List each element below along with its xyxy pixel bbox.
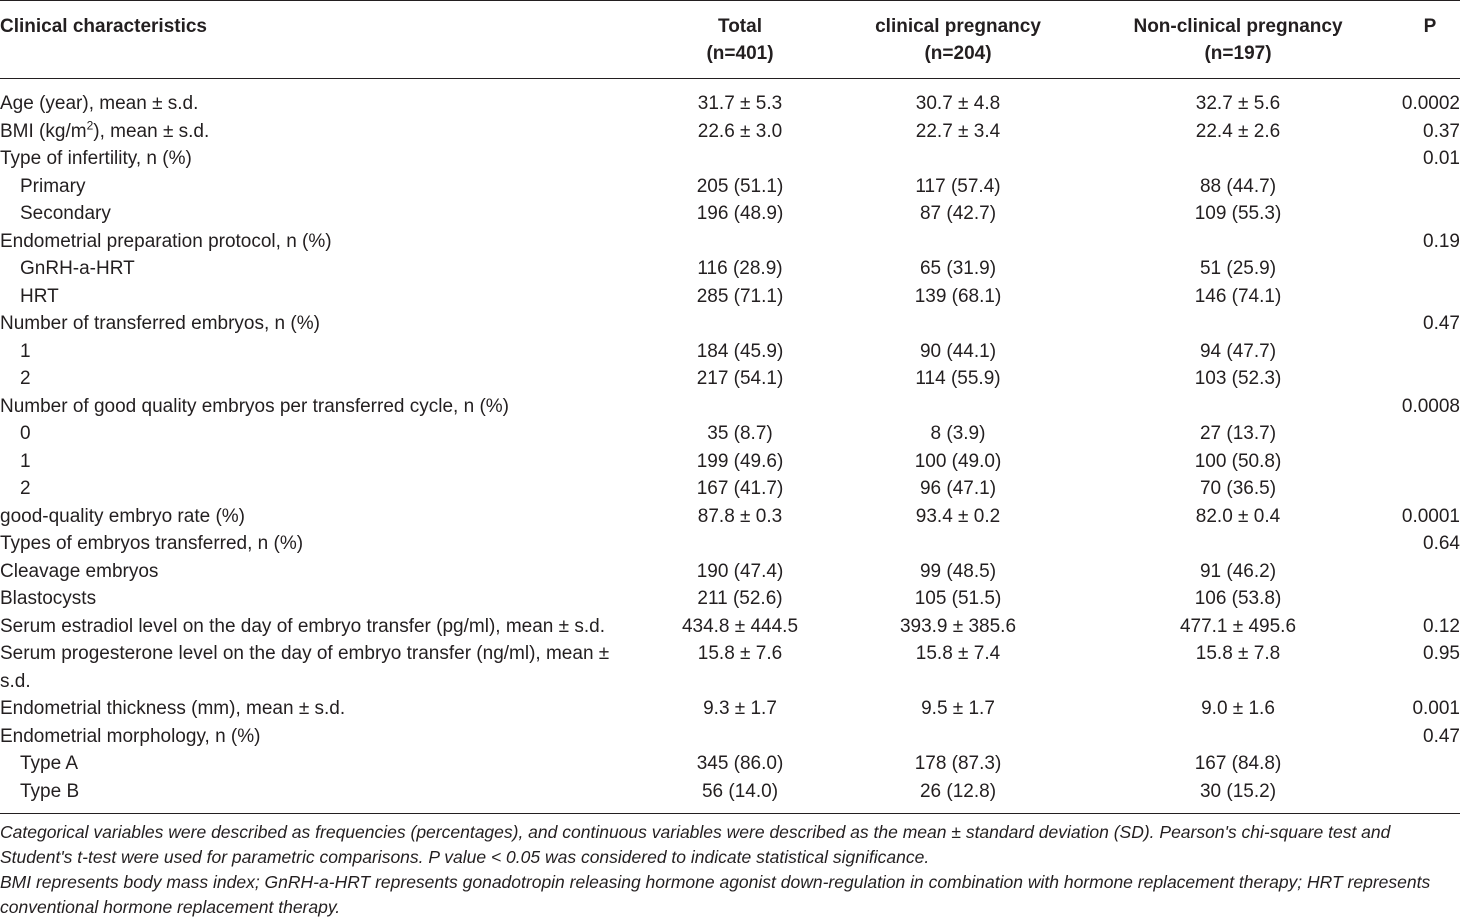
non-clinical-pregnancy-value: 9.0 ± 1.6 bbox=[1201, 698, 1275, 719]
table-row bbox=[0, 310, 1460, 338]
header-divider-rule bbox=[0, 78, 1460, 79]
row-label: Types of embryos transferred, n (%) bbox=[0, 533, 304, 554]
row-label: Endometrial thickness (mm), mean ± s.d. bbox=[0, 698, 346, 719]
clinical-pregnancy-value: 105 (51.5) bbox=[914, 588, 1002, 609]
header-clinical-pregnancy bbox=[858, 13, 1058, 67]
row-label: Secondary bbox=[20, 203, 111, 224]
clinical-pregnancy-value: 393.9 ± 385.6 bbox=[899, 615, 1017, 637]
row-label: Blastocysts bbox=[0, 588, 97, 609]
non-clinical-pregnancy-value: 91 (46.2) bbox=[1199, 560, 1277, 582]
p-value: 0.001 bbox=[1412, 698, 1460, 719]
table-row bbox=[0, 613, 1460, 641]
table-row bbox=[0, 530, 1460, 558]
header-total bbox=[665, 13, 815, 67]
row-label: Endometrial preparation protocol, n (%) bbox=[0, 230, 332, 252]
row-label: Cleavage embryos bbox=[0, 560, 159, 582]
non-clinical-pregnancy-value: 82.0 ± 0.4 bbox=[1195, 505, 1281, 527]
p-value: 0.64 bbox=[1423, 533, 1460, 554]
row-label: Primary bbox=[20, 175, 86, 197]
non-clinical-pregnancy-value: 22.4 ± 2.6 bbox=[1195, 120, 1281, 142]
row-label: Type A bbox=[20, 753, 79, 774]
p-value: 0.0002 bbox=[1401, 93, 1460, 114]
table-row bbox=[0, 558, 1460, 586]
non-clinical-pregnancy-value: 100 (50.8) bbox=[1194, 450, 1282, 472]
row-label: Number of good quality embryos per transferred cycle, n (%) bbox=[0, 395, 509, 417]
non-clinical-pregnancy-value: 146 (74.1) bbox=[1194, 285, 1282, 307]
row-label: 1 bbox=[20, 340, 31, 362]
table-row bbox=[0, 750, 1460, 778]
table-row bbox=[0, 475, 1460, 503]
non-clinical-pregnancy-value: 27 (13.7) bbox=[1199, 423, 1277, 444]
header-total-label: Total bbox=[718, 16, 762, 37]
row-label: 1 bbox=[20, 450, 31, 472]
clinical-pregnancy-value: 117 (57.4) bbox=[915, 175, 1001, 197]
row-label-text-end: ), mean ± s.d. bbox=[93, 120, 210, 142]
clinical-pregnancy-value: 30.7 ± 4.8 bbox=[915, 93, 1001, 114]
clinical-pregnancy-value: 114 (55.9) bbox=[915, 368, 1001, 389]
p-value: 0.37 bbox=[1423, 120, 1460, 142]
non-clinical-pregnancy-value: 88 (44.7) bbox=[1199, 175, 1277, 197]
table-row bbox=[0, 393, 1460, 421]
row-label-superscript: 2 bbox=[86, 118, 94, 133]
footnote-methods: Categorical variables were described as frequencies (percentages), and continuous variables were described as the mean ± standard deviation (SD). Pearson's chi-square test and Student's t-test were used for parametric comparisons. P value < 0.05 was considered to indicate statistical significance. bbox=[0, 822, 1391, 867]
table-row bbox=[0, 640, 1460, 695]
row-label bbox=[0, 118, 640, 146]
non-clinical-pregnancy-value: 477.1 ± 495.6 bbox=[1179, 615, 1297, 637]
clinical-pregnancy-value: 93.4 ± 0.2 bbox=[915, 505, 1001, 527]
clinical-pregnancy-value: 65 (31.9) bbox=[919, 258, 997, 279]
clinical-pregnancy-value: 90 (44.1) bbox=[919, 340, 997, 362]
total-value: 9.3 ± 1.7 bbox=[703, 698, 777, 719]
clinical-pregnancy-value: 22.7 ± 3.4 bbox=[915, 120, 1001, 142]
non-clinical-pregnancy-value: 70 (36.5) bbox=[1199, 478, 1277, 499]
header-total-n: (n=401) bbox=[706, 43, 774, 64]
header-p-value: P bbox=[1423, 16, 1437, 37]
clinical-pregnancy-value: 100 (49.0) bbox=[914, 450, 1002, 472]
header-non-clinical-pregnancy-n: (n=197) bbox=[1204, 43, 1272, 64]
non-clinical-pregnancy-value: 167 (84.8) bbox=[1194, 753, 1282, 774]
total-value: 35 (8.7) bbox=[707, 423, 773, 444]
row-label: Age (year), mean ± s.d. bbox=[0, 93, 199, 114]
row-label: good-quality embryo rate (%) bbox=[0, 505, 245, 527]
table-row bbox=[0, 420, 1460, 448]
table-body bbox=[0, 90, 1460, 805]
p-value: 0.0001 bbox=[1401, 505, 1460, 527]
p-value: 0.0008 bbox=[1401, 395, 1460, 417]
table-row bbox=[0, 173, 1460, 201]
table-row bbox=[0, 723, 1460, 751]
non-clinical-pregnancy-value: 15.8 ± 7.8 bbox=[1195, 643, 1281, 664]
header-non-clinical-pregnancy bbox=[1108, 13, 1368, 67]
non-clinical-pregnancy-value: 51 (25.9) bbox=[1199, 258, 1277, 279]
clinical-pregnancy-value: 26 (12.8) bbox=[919, 780, 997, 802]
row-label: Serum estradiol level on the day of embryo transfer (pg/ml), mean ± s.d. bbox=[0, 615, 605, 637]
row-label: 2 bbox=[20, 478, 31, 499]
row-label: 0 bbox=[20, 423, 31, 444]
table-row bbox=[0, 118, 1460, 146]
non-clinical-pregnancy-value: 30 (15.2) bbox=[1199, 780, 1277, 802]
total-value: 184 (45.9) bbox=[696, 340, 784, 362]
p-value: 0.95 bbox=[1423, 643, 1460, 664]
total-value: 196 (48.9) bbox=[696, 203, 784, 224]
row-label: Serum progesterone level on the day of embryo transfer (ng/ml), mean ± s.d. bbox=[0, 643, 610, 692]
p-value: 0.01 bbox=[1423, 148, 1460, 169]
total-value: 217 (54.1) bbox=[696, 368, 784, 389]
row-label-text: BMI (kg/m bbox=[0, 120, 87, 142]
clinical-pregnancy-value: 9.5 ± 1.7 bbox=[921, 698, 995, 719]
table-row bbox=[0, 255, 1460, 283]
footnote-abbreviations: BMI represents body mass index; GnRH-a-HRT represents gonadotropin releasing hormone agonist down-regulation in combination with hormone replacement therapy; HRT represents conventional hormone replacement therapy. bbox=[0, 872, 1431, 917]
table-row bbox=[0, 365, 1460, 393]
clinical-pregnancy-value: 8 (3.9) bbox=[930, 423, 986, 444]
p-value: 0.47 bbox=[1423, 313, 1460, 334]
non-clinical-pregnancy-value: 106 (53.8) bbox=[1194, 588, 1282, 609]
total-value: 199 (49.6) bbox=[696, 450, 784, 472]
header-non-clinical-pregnancy-label: Non-clinical pregnancy bbox=[1133, 16, 1343, 37]
non-clinical-pregnancy-value: 32.7 ± 5.6 bbox=[1195, 93, 1281, 114]
non-clinical-pregnancy-value: 109 (55.3) bbox=[1194, 203, 1282, 224]
table-row bbox=[0, 200, 1460, 228]
non-clinical-pregnancy-value: 94 (47.7) bbox=[1199, 340, 1277, 362]
total-value: 190 (47.4) bbox=[696, 560, 784, 582]
total-value: 211 (52.6) bbox=[697, 588, 783, 609]
total-value: 434.8 ± 444.5 bbox=[681, 615, 799, 637]
table-row bbox=[0, 585, 1460, 613]
table-row bbox=[0, 90, 1460, 118]
total-value: 15.8 ± 7.6 bbox=[697, 643, 783, 664]
clinical-pregnancy-value: 87 (42.7) bbox=[919, 203, 997, 224]
table-top-rule bbox=[0, 0, 1460, 1]
total-value: 22.6 ± 3.0 bbox=[697, 120, 783, 142]
table-row bbox=[0, 695, 1460, 723]
table-bottom-rule bbox=[0, 813, 1460, 814]
total-value: 345 (86.0) bbox=[696, 753, 784, 774]
row-label: Endometrial morphology, n (%) bbox=[0, 725, 261, 747]
row-label: 2 bbox=[20, 368, 31, 389]
row-label: Type of infertility, n (%) bbox=[0, 148, 192, 169]
p-value: 0.19 bbox=[1423, 230, 1460, 252]
p-value: 0.47 bbox=[1423, 725, 1460, 747]
header-clinical-pregnancy-n: (n=204) bbox=[924, 43, 992, 64]
total-value: 56 (14.0) bbox=[701, 780, 779, 802]
table-row bbox=[0, 778, 1460, 806]
clinical-pregnancy-value: 96 (47.1) bbox=[919, 478, 997, 499]
table-row bbox=[0, 228, 1460, 256]
row-label: HRT bbox=[20, 285, 59, 307]
total-value: 205 (51.1) bbox=[696, 175, 784, 197]
table-row bbox=[0, 283, 1460, 311]
total-value: 31.7 ± 5.3 bbox=[697, 93, 783, 114]
header-characteristics: Clinical characteristics bbox=[0, 16, 207, 37]
non-clinical-pregnancy-value: 103 (52.3) bbox=[1194, 368, 1282, 389]
clinical-pregnancy-value: 178 (87.3) bbox=[914, 753, 1002, 774]
total-value: 285 (71.1) bbox=[696, 285, 784, 307]
row-label: Number of transferred embryos, n (%) bbox=[0, 313, 320, 334]
clinical-pregnancy-value: 99 (48.5) bbox=[919, 560, 997, 582]
row-label: GnRH-a-HRT bbox=[20, 258, 135, 279]
p-value: 0.12 bbox=[1423, 615, 1460, 637]
clinical-pregnancy-value: 139 (68.1) bbox=[914, 285, 1002, 307]
total-value: 116 (28.9) bbox=[697, 258, 783, 279]
row-label: Type B bbox=[20, 780, 80, 802]
clinical-pregnancy-value: 15.8 ± 7.4 bbox=[915, 643, 1001, 664]
table-row bbox=[0, 338, 1460, 366]
table-row bbox=[0, 503, 1460, 531]
header-clinical-pregnancy-label: clinical pregnancy bbox=[875, 16, 1041, 37]
table-row bbox=[0, 145, 1460, 173]
table-row bbox=[0, 448, 1460, 476]
table-footnotes bbox=[0, 820, 1460, 920]
total-value: 167 (41.7) bbox=[696, 478, 784, 499]
total-value: 87.8 ± 0.3 bbox=[697, 505, 783, 527]
